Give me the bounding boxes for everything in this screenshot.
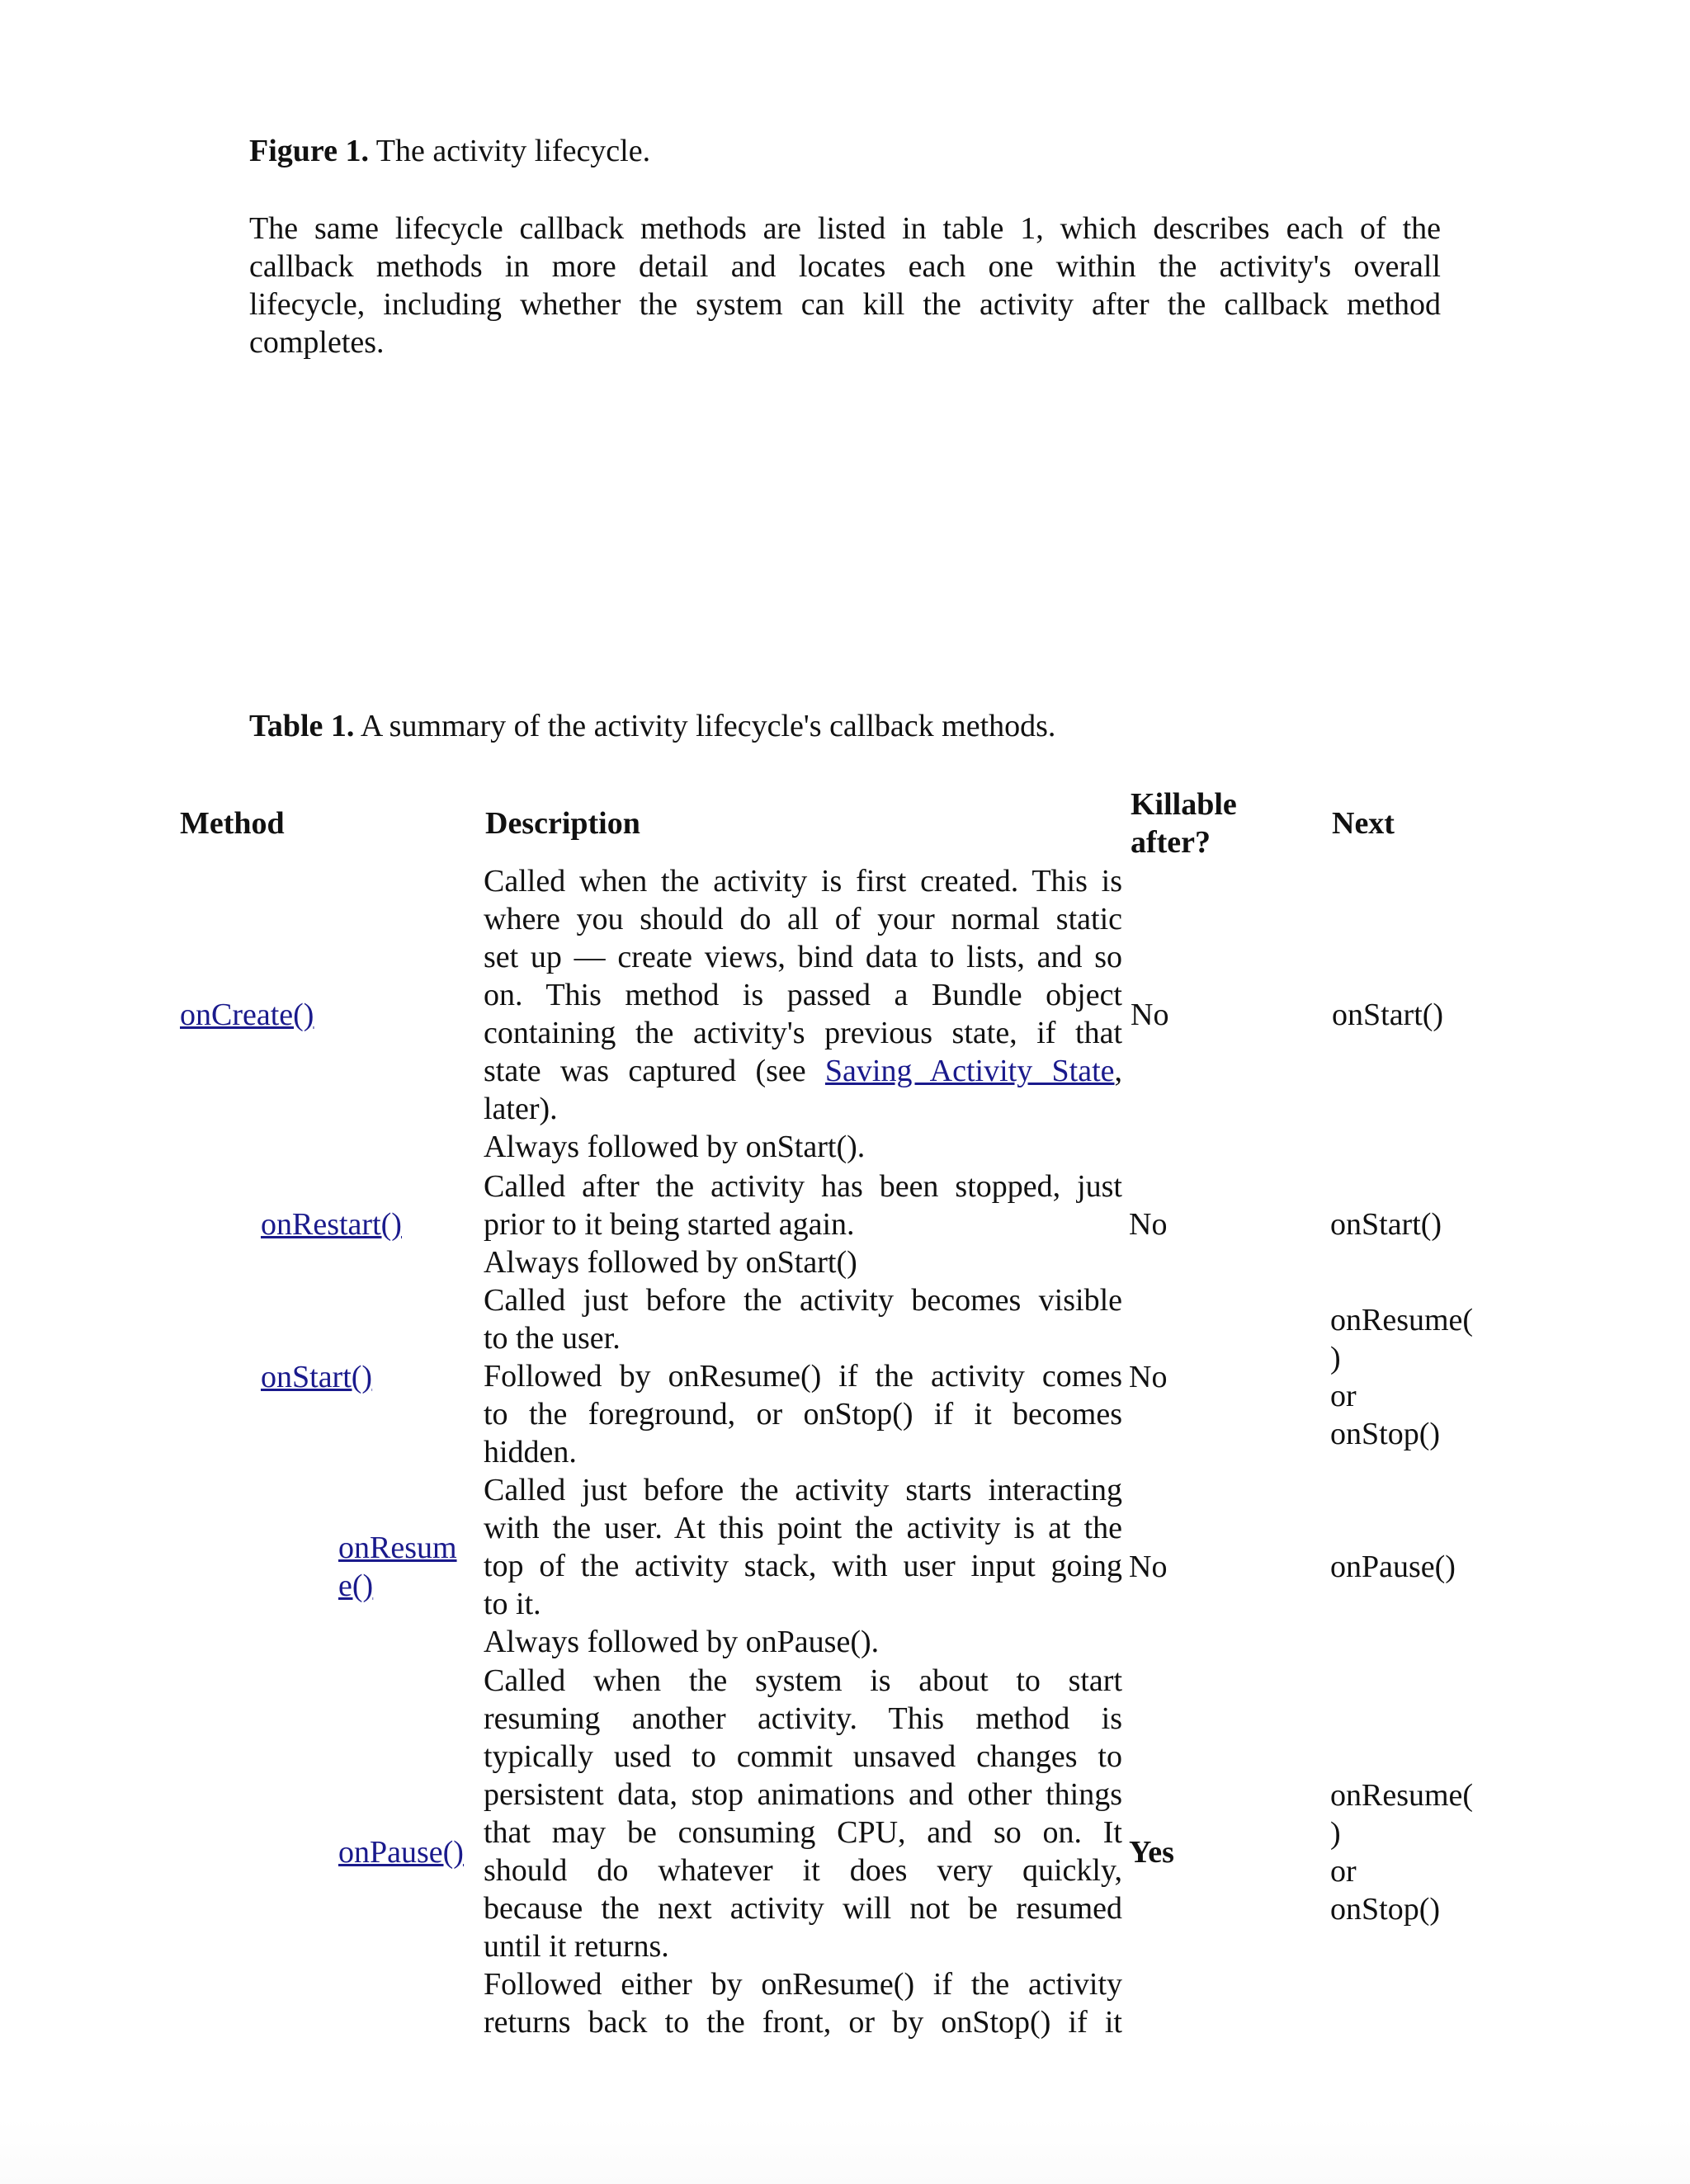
- table-caption-label: Table 1.: [249, 709, 355, 743]
- description-oncreate: [484, 862, 1122, 1166]
- next-oncreate: onStart(): [1332, 998, 1444, 1032]
- description-onpause: [484, 1662, 1122, 2041]
- killable-onresume: No: [1129, 1550, 1168, 1584]
- description-line: Called just before the activity becomes visible: [484, 1283, 1122, 1318]
- description-line: to it.: [484, 1587, 541, 1621]
- intro-line: The same lifecycle callback methods are listed in table 1, which describes each of the: [249, 211, 1441, 246]
- header-next: Next: [1332, 806, 1395, 841]
- next-line: onStop(): [1330, 1892, 1440, 1927]
- description-line: Called when the activity is first created. This is: [484, 864, 1122, 899]
- killable-onrestart: No: [1129, 1207, 1168, 1242]
- header-description: Description: [485, 806, 640, 841]
- method-link-onpause[interactable]: onPause(): [338, 1835, 464, 1870]
- method-line: onResum: [338, 1531, 457, 1565]
- intro-line: completes.: [249, 325, 385, 360]
- figure-caption-text: The activity lifecycle.: [368, 134, 651, 168]
- description-line: to the user.: [484, 1321, 621, 1356]
- figure-caption: [249, 132, 650, 170]
- method-link-oncreate[interactable]: onCreate(): [180, 998, 314, 1032]
- description-line: Called when the system is about to start: [484, 1663, 1122, 1698]
- description-line: that may be consuming CPU, and so on. It: [484, 1815, 1122, 1850]
- figure-caption-label: Figure 1.: [249, 134, 369, 168]
- header-killable-line: Killable: [1131, 787, 1237, 822]
- description-line: returns back to the front, or by onStop() if it: [484, 2005, 1122, 2040]
- next-onpause: [1330, 1776, 1473, 1928]
- description-line: Called just before the activity starts interacting: [484, 1473, 1122, 1507]
- description-line: Always followed by onStart(): [484, 1245, 857, 1280]
- header-method: Method: [180, 806, 285, 841]
- description-line: persistent data, stop animations and other things: [484, 1777, 1122, 1812]
- table-caption: [249, 707, 1055, 745]
- description-line: containing the activity's previous state, if that: [484, 1016, 1122, 1050]
- header-killable: [1131, 785, 1237, 861]
- description-line: hidden.: [484, 1435, 577, 1469]
- description-line: because the next activity will not be resumed: [484, 1891, 1122, 1926]
- killable-oncreate: No: [1131, 998, 1169, 1032]
- next-line: or: [1330, 1379, 1357, 1413]
- description-line: with the user. At this point the activity is at the: [484, 1511, 1122, 1545]
- next-line: ): [1330, 1816, 1341, 1851]
- description-text: ,: [1114, 1054, 1123, 1088]
- description-line: Always followed by onStart().: [484, 1130, 866, 1164]
- description-line: where you should do all of your normal static: [484, 902, 1122, 936]
- description-line: on. This method is passed a Bundle object: [484, 978, 1122, 1012]
- table-caption-text: A summary of the activity lifecycle's callback methods.: [354, 709, 1056, 743]
- description-line: Called after the activity has been stopped, just: [484, 1169, 1122, 1204]
- next-onresume: onPause(): [1330, 1550, 1456, 1584]
- description-line: until it returns.: [484, 1929, 669, 1964]
- description-line: Followed either by onResume() if the activity: [484, 1967, 1122, 2002]
- next-line: onResume(: [1330, 1303, 1474, 1337]
- description-line: resuming another activity. This method is: [484, 1701, 1122, 1736]
- description-onresume: [484, 1471, 1122, 1661]
- description-text: state was captured (see: [484, 1054, 825, 1088]
- description-line: prior to it being started again.: [484, 1207, 855, 1242]
- intro-line: callback methods in more detail and locates each one within the activity's overall: [249, 249, 1441, 284]
- next-onrestart: onStart(): [1330, 1207, 1442, 1242]
- next-line: or: [1330, 1854, 1357, 1889]
- next-line: onResume(: [1330, 1778, 1474, 1813]
- description-line: typically used to commit unsaved changes to: [484, 1739, 1122, 1774]
- saving-activity-state-link[interactable]: Saving Activity State: [824, 1054, 1115, 1088]
- page-bottom-shade: [0, 2118, 1690, 2184]
- intro-paragraph: [249, 210, 1441, 361]
- next-line: ): [1330, 1341, 1341, 1375]
- killable-onpause: Yes: [1129, 1835, 1174, 1870]
- description-line: Followed by onResume() if the activity comes: [484, 1359, 1122, 1394]
- method-link-onresume[interactable]: [338, 1529, 457, 1605]
- description-line: later).: [484, 1092, 558, 1126]
- method-link-onrestart[interactable]: onRestart(): [261, 1207, 402, 1242]
- description-line: to the foreground, or onStop() if it becomes: [484, 1397, 1122, 1432]
- method-link-onstart[interactable]: onStart(): [261, 1360, 373, 1394]
- next-onstart: [1330, 1301, 1473, 1453]
- description-onrestart: [484, 1167, 1122, 1281]
- next-line: onStop(): [1330, 1417, 1440, 1451]
- header-killable-line: after?: [1131, 825, 1211, 860]
- killable-onstart: No: [1129, 1360, 1168, 1394]
- description-line: top of the activity stack, with user input going: [484, 1549, 1122, 1583]
- description-line: set up — create views, bind data to lists, and so: [484, 940, 1122, 974]
- description-line: Always followed by onPause().: [484, 1625, 880, 1659]
- description-onstart: [484, 1281, 1122, 1471]
- intro-line: lifecycle, including whether the system can kill the activity after the callback method: [249, 287, 1441, 322]
- description-line: should do whatever it does very quickly,: [484, 1853, 1122, 1888]
- method-line: e(): [338, 1568, 374, 1603]
- description-line-with-link: [484, 1052, 1122, 1090]
